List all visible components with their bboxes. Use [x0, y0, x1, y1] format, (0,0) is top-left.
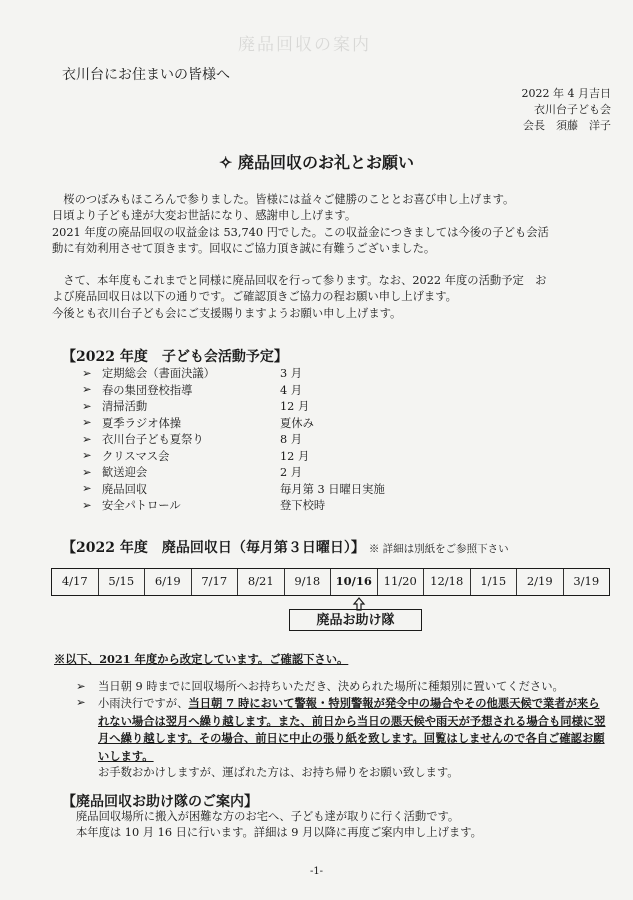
schedule-when: 毎月第 3 日曜日実施 — [280, 482, 385, 496]
rules-list — [76, 679, 610, 781]
schedule-item: 清掃活動 — [102, 400, 148, 414]
arrow-bullet-icon: ➢ — [82, 465, 92, 479]
date-cell: 7/17 — [192, 569, 239, 595]
schedule-row — [82, 382, 385, 399]
arrow-bullet-icon: ➢ — [82, 416, 92, 430]
arrow-bullet-icon: ➢ — [82, 432, 92, 446]
schedule-item: 夏季ラジオ体操 — [102, 416, 182, 430]
paragraph-line: 今後とも衣川台子ども会にご支援賜りますようお願い申し上げます。 — [52, 306, 402, 320]
rule-text: 当日朝 9 時までに回収場所へお持ちいただき、決められた場所に種類別に置いてください。 — [98, 680, 564, 693]
collection-note: ※ 詳細は別紙をご参照下さい — [368, 543, 509, 555]
date-cell: 5/15 — [99, 569, 146, 595]
issue-date: 2022 年 4 月吉日 — [521, 87, 611, 100]
arrow-bullet-icon: ➢ — [82, 383, 92, 397]
sender-chair: 会長 須藤 洋子 — [523, 119, 611, 132]
help-team-box: 廃品お助け隊 — [289, 609, 422, 631]
schedule-when: 登下校時 — [280, 499, 326, 513]
schedule-when: 2 月 — [280, 466, 303, 480]
date-cell-highlighted: 10/16 — [331, 569, 378, 595]
paragraph-help — [76, 809, 606, 842]
arrow-bullet-icon: ➢ — [76, 696, 86, 710]
paragraph-line: 日頃より子ども達が大変お世話になり、感謝申し上げます。 — [52, 209, 357, 223]
schedule-row — [82, 481, 385, 498]
schedule-row — [82, 365, 385, 382]
schedule-row — [82, 497, 385, 514]
schedule-item: 春の集団登校指導 — [102, 383, 193, 397]
rule-text — [98, 695, 610, 765]
help-heading: 【廃品回収お助け隊のご案内】 — [62, 794, 258, 810]
date-cell: 8/21 — [238, 569, 285, 595]
arrow-bullet-icon: ➢ — [76, 680, 86, 693]
arrow-bullet-icon: ➢ — [82, 482, 92, 496]
schedule-when: 4 月 — [280, 383, 303, 397]
collection-heading-text: 【2022 年度 廃品回収日（毎月第３日曜日）】 — [62, 540, 365, 556]
paragraph-line: さて、本年度もこれまでと同様に廃品回収を行って参ります。なお、2022 年度の活動予定 お — [52, 274, 547, 287]
page-number: -1- — [309, 866, 324, 877]
rule-followup: お手数おかけしますが、運ばれた方は、お持ち帰りをお願い致します。 — [98, 766, 459, 780]
arrow-bullet-icon: ➢ — [82, 399, 92, 413]
schedule-when: 12 月 — [280, 449, 310, 463]
document-title: ✧ 廃品回収のお礼とお願い — [219, 153, 414, 172]
schedule-row — [82, 464, 385, 481]
schedule-row — [82, 415, 385, 432]
schedule-row — [82, 398, 385, 415]
schedule-list — [82, 365, 385, 514]
rule-item — [76, 679, 610, 695]
paragraph-line: よび廃品回収日は以下の通りです。ご確認頂きご協力の程お願い申し上げます。 — [52, 290, 457, 304]
schedule-item: 廃品回収 — [102, 482, 148, 496]
schedule-item: クリスマス会 — [102, 449, 170, 463]
schedule-item: 定期総会（書面決議） — [102, 367, 215, 381]
date-cell: 2/19 — [517, 569, 564, 595]
schedule-row — [82, 431, 385, 448]
paragraph-line: 廃品回収場所に搬入が困難な方のお宅へ、子ども達が取りに行く活動です。 — [76, 810, 460, 823]
schedule-when: 8 月 — [280, 433, 303, 447]
paragraph-request — [52, 273, 612, 322]
date-cell: 4/17 — [52, 569, 99, 595]
date-cell: 1/15 — [471, 569, 518, 595]
date-cell: 11/20 — [378, 569, 425, 595]
schedule-item: 衣川台子ども夏祭り — [102, 433, 204, 447]
addressee: 衣川台にお住まいの皆様へ — [62, 67, 230, 83]
rule-item — [76, 695, 610, 765]
schedule-when: 3 月 — [280, 367, 303, 381]
schedule-row — [82, 448, 385, 465]
paragraph-line: 2021 年度の廃品回収の収益金は 53,740 円でした。この収益金につきましては今後の子ども会活 — [52, 225, 549, 239]
arrow-bullet-icon: ➢ — [82, 498, 92, 512]
bleed-through-text: 廃品回収の案内 — [238, 35, 371, 55]
date-cell: 12/18 — [424, 569, 471, 595]
arrow-bullet-icon: ➢ — [82, 366, 92, 380]
schedule-heading: 【2022 年度 子ども会活動予定】 — [62, 349, 288, 365]
sender-org: 衣川台子ども会 — [534, 103, 611, 116]
paragraph-thanks — [52, 192, 612, 258]
rule-text-plain: 小雨決行ですが、 — [98, 697, 189, 711]
collection-heading — [62, 537, 509, 557]
schedule-item: 歓送迎会 — [102, 466, 148, 480]
paragraph-line: 桜のつぼみもほころんで参りました。皆様には益々ご健勝のこととお喜び申し上げます。 — [52, 193, 515, 206]
schedule-item: 安全パトロール — [102, 499, 181, 513]
date-cell: 6/19 — [145, 569, 192, 595]
paragraph-line: 本年度は 10 月 16 日に行います。詳細は 9 月以降に再度ご案内申し上げます。 — [76, 826, 482, 840]
sender-block — [522, 86, 611, 134]
paragraph-line: 動に有効利用させて頂きます。回収にご協力頂き誠に有難うございました。 — [52, 242, 436, 256]
rule-text-emphasis: 当日朝 7 時において警報・特別警報が発令中の場合やその他悪天候で業者が来られない場合は翌月へ繰り越します。また、前日から当日の悪天候や雨天が予想される場合も同様に翌月へ繰り越します。その場合、前日に中止の張り紙を致します。回覧はしませんので各自ご確認お願いします。 — [98, 696, 606, 763]
date-cell: 9/18 — [285, 569, 332, 595]
change-note: ※以下、2021 年度から改定しています。ご確認下さい。 — [54, 652, 349, 666]
arrow-bullet-icon: ➢ — [82, 449, 92, 463]
schedule-when: 夏休み — [280, 416, 314, 430]
schedule-when: 12 月 — [280, 400, 310, 414]
date-cell: 3/19 — [573, 574, 600, 588]
collection-dates-table — [51, 568, 610, 596]
